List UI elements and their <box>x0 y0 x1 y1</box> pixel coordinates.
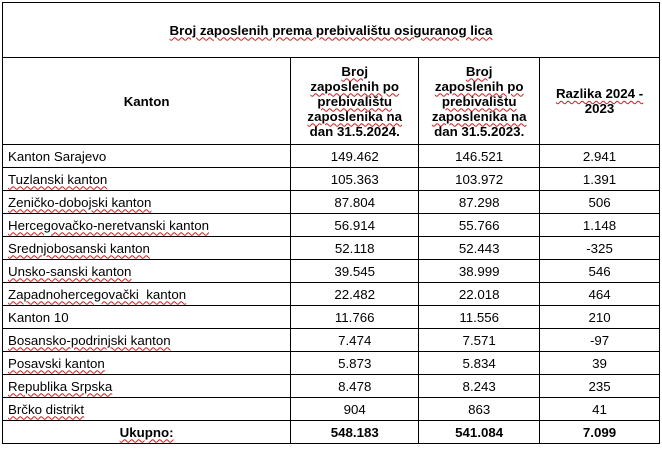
header-2024-line: prebivalištu <box>317 93 393 109</box>
header-diff-line: Razlika 2024 - <box>555 86 644 101</box>
value-2023: 38.999 <box>419 260 540 283</box>
value-2023: 146.521 <box>419 145 540 168</box>
kanton-name <box>3 214 291 237</box>
kanton-name-text: Brčko distrikt <box>8 401 85 417</box>
header-2023-line: prebivalištu <box>441 93 517 109</box>
kanton-name <box>3 329 291 352</box>
header-2024-line: dan 31.5.2024. <box>309 123 400 139</box>
value-2024: 904 <box>291 398 419 421</box>
kanton-name <box>3 260 291 283</box>
kanton-name-text: Srednjobosanski kanton <box>8 240 150 256</box>
value-2023: 103.972 <box>419 168 540 191</box>
kanton-name-text: Republika Srpska <box>8 378 113 394</box>
table-row <box>3 214 660 237</box>
value-2023: 55.766 <box>419 214 540 237</box>
header-difference <box>540 58 660 145</box>
value-2024: 87.804 <box>291 191 419 214</box>
kanton-name-text: Unsko-sanski kanton <box>8 263 132 279</box>
value-difference: 2.941 <box>540 145 660 168</box>
table-row <box>3 398 660 421</box>
value-difference: 1.148 <box>540 214 660 237</box>
value-2023: 87.298 <box>419 191 540 214</box>
kanton-name <box>3 283 291 306</box>
kanton-name: Kanton Sarajevo <box>3 145 291 168</box>
header-row <box>3 58 660 145</box>
total-2024: 548.183 <box>291 421 419 444</box>
value-difference: -325 <box>540 237 660 260</box>
table-title-text: Broj zaposlenih prema prebivalištu osiguranog lica <box>169 22 493 38</box>
value-difference: 506 <box>540 191 660 214</box>
table-row <box>3 260 660 283</box>
value-difference: 235 <box>540 375 660 398</box>
kanton-name-text: Zeničko-dobojski kanton <box>8 194 152 210</box>
header-2024-line: Broj <box>341 63 369 79</box>
total-difference: 7.099 <box>540 421 660 444</box>
value-difference: 546 <box>540 260 660 283</box>
value-2023: 7.571 <box>419 329 540 352</box>
table-row <box>3 329 660 352</box>
value-difference: 464 <box>540 283 660 306</box>
total-2023: 541.084 <box>419 421 540 444</box>
header-2023 <box>419 58 540 145</box>
kanton-name <box>3 191 291 214</box>
total-label <box>3 421 291 444</box>
value-2023: 863 <box>419 398 540 421</box>
header-diff-line: 2023 <box>584 101 615 116</box>
value-2024: 52.118 <box>291 237 419 260</box>
header-2023-line: Broj <box>465 63 493 79</box>
kanton-name <box>3 237 291 260</box>
value-2024: 22.482 <box>291 283 419 306</box>
table-row <box>3 237 660 260</box>
value-difference: 210 <box>540 306 660 329</box>
value-2023: 11.556 <box>419 306 540 329</box>
kanton-name-text: Posavski kanton <box>8 355 105 371</box>
value-difference: 39 <box>540 352 660 375</box>
kanton-name <box>3 375 291 398</box>
table-row <box>3 283 660 306</box>
kanton-name-text: Hercegovačko-neretvanski kanton <box>8 217 210 233</box>
value-2024: 8.478 <box>291 375 419 398</box>
value-2024: 149.462 <box>291 145 419 168</box>
value-2023: 5.834 <box>419 352 540 375</box>
value-2024: 7.474 <box>291 329 419 352</box>
table-row <box>3 168 660 191</box>
header-2023-line: zaposlenih po <box>434 78 524 94</box>
header-2023-line: dan 31.5.2023. <box>434 123 525 139</box>
total-label-text: Ukupno: <box>119 424 174 440</box>
table-row <box>3 145 660 168</box>
table-row <box>3 375 660 398</box>
header-2024-line: zaposlenih po <box>310 78 400 94</box>
header-2024 <box>291 58 419 145</box>
value-2024: 5.873 <box>291 352 419 375</box>
table-row <box>3 352 660 375</box>
header-2023-line: zaposlenika na <box>431 108 527 124</box>
kanton-name-text: Zapadnohercegovački kanton <box>8 286 187 302</box>
value-difference: -97 <box>540 329 660 352</box>
value-2023: 8.243 <box>419 375 540 398</box>
value-2024: 39.545 <box>291 260 419 283</box>
table-row <box>3 306 660 329</box>
employment-table <box>2 2 660 444</box>
value-2023: 52.443 <box>419 237 540 260</box>
header-2024-line: zaposlenika na <box>307 108 403 124</box>
kanton-name: Kanton 10 <box>3 306 291 329</box>
table-title <box>3 3 660 58</box>
kanton-name <box>3 352 291 375</box>
kanton-name <box>3 398 291 421</box>
value-difference: 1.391 <box>540 168 660 191</box>
value-2024: 105.363 <box>291 168 419 191</box>
kanton-name-text: Bosansko-podrinjski kanton <box>8 332 171 348</box>
value-2024: 11.766 <box>291 306 419 329</box>
value-2023: 22.018 <box>419 283 540 306</box>
kanton-name-text: Tuzlanski kanton <box>8 171 108 187</box>
value-difference: 41 <box>540 398 660 421</box>
table-row <box>3 191 660 214</box>
header-kanton: Kanton <box>3 58 291 145</box>
kanton-name <box>3 168 291 191</box>
title-row <box>3 3 660 58</box>
total-row <box>3 421 660 444</box>
value-2024: 56.914 <box>291 214 419 237</box>
